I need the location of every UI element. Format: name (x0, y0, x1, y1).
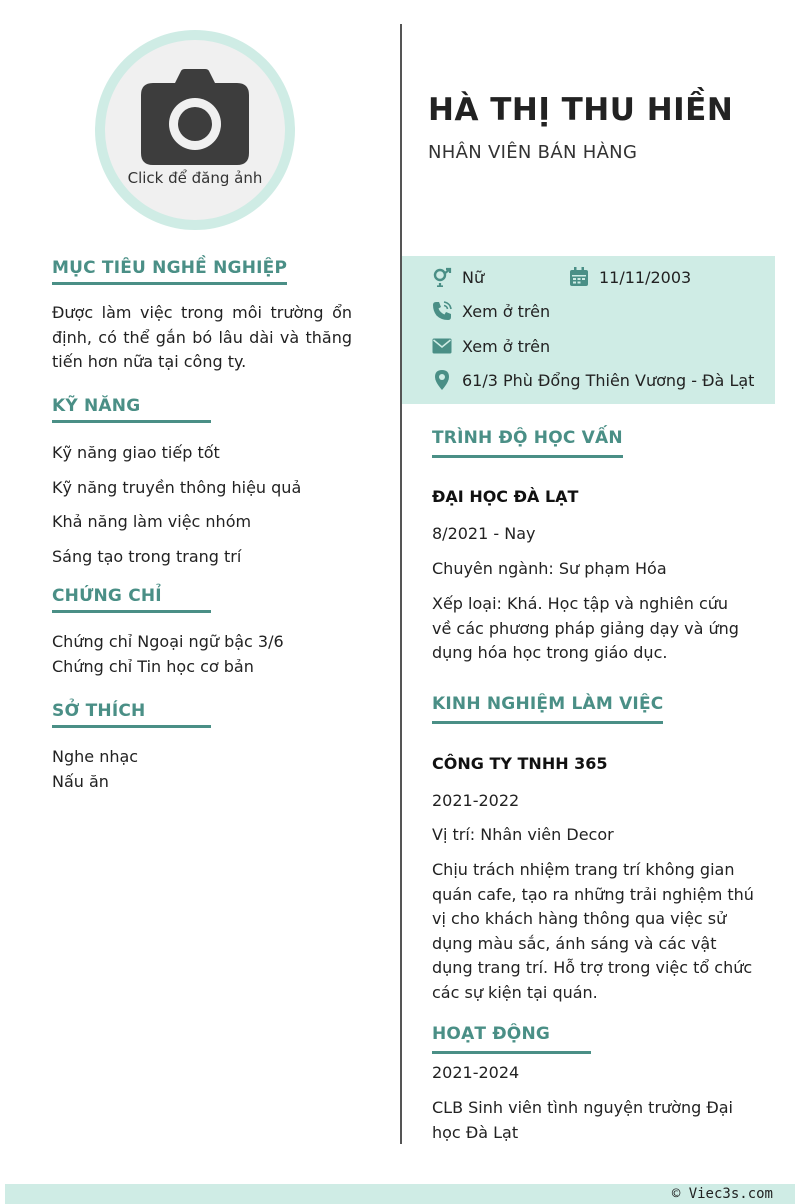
gender-row (432, 267, 484, 287)
skill-item: Sáng tạo trong trang trí (52, 546, 242, 566)
gender-value: Nữ (462, 267, 485, 287)
experience-title: KINH NGHIỆM LÀM VIỆC (432, 692, 663, 724)
education-period: 8/2021 - Nay (432, 524, 536, 543)
hobby-list (52, 745, 138, 794)
certificate-list (52, 629, 284, 679)
education-detail: Xếp loại: Khá. Học tập và nghiên cứu về các phương pháp giảng dạy và ứng dụng hóa học trong giáo dục. (432, 594, 739, 662)
phone-value: Xem ở trên (462, 301, 551, 321)
certificate-item: Chứng chỉ Ngoại ngữ bậc 3/6 (52, 632, 284, 651)
avatar-placeholder (105, 40, 285, 220)
avatar-upload[interactable] (95, 30, 295, 230)
email-value: Xem ở trên (462, 336, 551, 356)
full-name: HÀ THỊ THU HIỀN (428, 92, 734, 128)
activities-section (432, 1022, 591, 1054)
address-value: 61/3 Phù Đổng Thiên Vương - Đà Lạt (462, 370, 755, 390)
skills-section (52, 396, 211, 423)
certificates-title: CHỨNG CHỈ (52, 586, 211, 613)
experience-company: CÔNG TY TNHH 365 (432, 754, 608, 773)
experience-section (432, 692, 663, 724)
activities-title: HOẠT ĐỘNG (432, 1022, 591, 1054)
copyright-text: © Viec3s.com (671, 1186, 773, 1202)
certificate-item: Chứng chỉ Tin học cơ bản (52, 657, 254, 676)
job-title: NHÂN VIÊN BÁN HÀNG (428, 142, 638, 163)
education-section (432, 426, 623, 458)
address-row (432, 370, 754, 390)
experience-detail: Chịu trách nhiệm trang trí không gian quán cafe, tạo ra những trải nghiệm thú vị cho khách hàng thông qua việc sử dụng màu sắc, ánh sáng và các vật dụng trang trí. Hỗ trợ trong việc tổ chức các sự kiện tại quán. (432, 860, 754, 1002)
email-row (432, 336, 550, 356)
footer-bar (5, 1184, 795, 1204)
column-divider (400, 24, 402, 1144)
education-title: TRÌNH ĐỘ HỌC VẤN (432, 426, 623, 458)
skill-item: Kỹ năng giao tiếp tốt (52, 443, 220, 462)
hobbies-section (52, 701, 211, 728)
hobbies-title: SỞ THÍCH (52, 701, 211, 728)
birthday-value: 11/11/2003 (599, 267, 692, 287)
phone-row (432, 301, 550, 321)
camera-icon (141, 69, 249, 165)
objective-title: MỤC TIÊU NGHỀ NGHIỆP (52, 258, 287, 285)
skill-item: Kỹ năng truyền thông hiệu quả (52, 477, 302, 497)
skills-title: KỸ NĂNG (52, 396, 211, 423)
contact-panel (402, 256, 775, 404)
gender-icon (432, 267, 452, 287)
experience-period: 2021-2022 (432, 791, 520, 810)
education-major: Chuyên ngành: Sư phạm Hóa (432, 559, 667, 578)
experience-position: Vị trí: Nhân viên Decor (432, 825, 614, 844)
education-school: ĐẠI HỌC ĐÀ LẠT (432, 487, 579, 506)
phone-icon (432, 301, 452, 321)
skill-list (52, 442, 352, 580)
activities-detail: CLB Sinh viên tình nguyện trường Đại học Đà Lạt (432, 1098, 733, 1142)
activities-period: 2021-2024 (432, 1063, 520, 1082)
certificates-section (52, 586, 211, 613)
location-pin-icon (432, 370, 452, 390)
envelope-icon (432, 336, 452, 356)
hobby-item: Nấu ăn (52, 771, 109, 791)
objective-section (52, 258, 287, 285)
avatar-caption: Click để đăng ảnh (127, 169, 263, 187)
objective-text: Được làm việc trong môi trường ổn định, có thể gắn bó lâu dài và thăng tiến hơn nữa tại công ty. (52, 303, 352, 371)
skill-item: Khả năng làm việc nhóm (52, 512, 252, 531)
calendar-icon (569, 267, 589, 287)
birthday-row (569, 267, 691, 287)
hobby-item: Nghe nhạc (52, 747, 139, 766)
